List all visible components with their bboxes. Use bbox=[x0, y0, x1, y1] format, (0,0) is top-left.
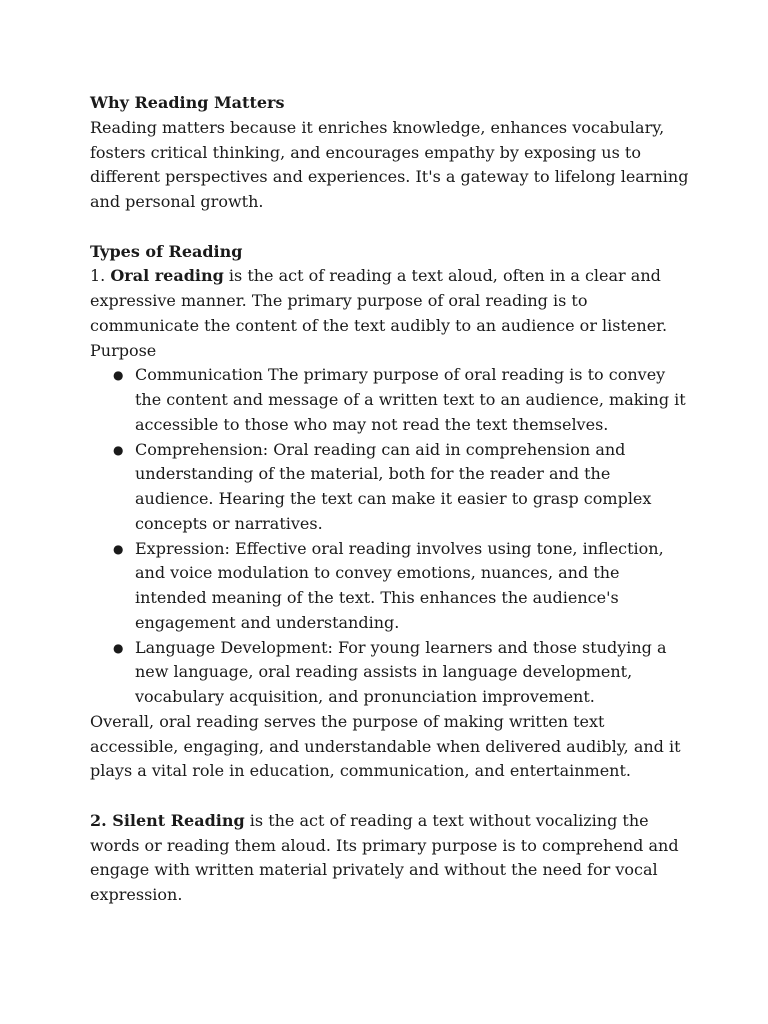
oral-reading-definition: is the act of reading a text aloud, often in a clear and expressive manner. The primary purpose of oral reading is to communicate the content of the text audibly to an audience or listener. bbox=[90, 266, 668, 335]
silent-reading-paragraph bbox=[90, 809, 690, 908]
list-item bbox=[113, 363, 690, 437]
spacer bbox=[90, 215, 690, 240]
bullet-icon: ● bbox=[113, 368, 124, 383]
why-reading-matters-paragraph: Reading matters because it enriches knowledge, enhances vocabulary, fosters critical thinking, and encourages empathy by exposing us to different perspectives and experiences. It's a gateway to lifelong learning and personal growth. bbox=[90, 117, 689, 211]
section-heading-why-reading-matters: Why Reading Matters bbox=[90, 93, 285, 112]
list-item-text: Comprehension: Oral reading can aid in comprehension and understanding of the material, both for the reader and the audience. Hearing the text can make it easier to grasp complex concepts or narratives. bbox=[135, 439, 652, 533]
bullet-icon: ● bbox=[113, 640, 124, 655]
oral-reading-paragraph bbox=[90, 264, 690, 338]
bullet-icon: ● bbox=[113, 541, 124, 556]
purpose-bullet-list bbox=[90, 363, 690, 710]
oral-reading-term: Oral reading bbox=[110, 266, 224, 286]
list-item bbox=[113, 438, 690, 537]
spacer bbox=[90, 784, 690, 809]
bullet-icon: ● bbox=[113, 442, 124, 457]
silent-reading-definition: is the act of reading a text without vocalizing the words or reading them aloud. Its primary purpose is to comprehend and engage with written material privately and without the need for vocal expression. bbox=[90, 810, 679, 904]
list-item bbox=[113, 636, 690, 710]
list-item-text: Language Development: For young learners and those studying a new language, oral reading assists in language development, vocabulary acquisition, and pronunciation improvement. bbox=[135, 637, 667, 706]
purpose-label: Purpose bbox=[90, 340, 157, 360]
silent-reading-term: 2. Silent Reading bbox=[90, 810, 245, 830]
list-item-text: Expression: Effective oral reading involves using tone, inflection, and voice modulation to convey emotions, nuances, and the intended meaning of the text. This enhances the audience's engagement and understanding. bbox=[135, 538, 664, 632]
section-heading-types-of-reading: Types of Reading bbox=[90, 241, 243, 261]
document-page bbox=[90, 91, 690, 908]
list-item-text: Communication The primary purpose of oral reading is to convey the content and message of a written text to an audience, making it accessible to those who may not read the text themselves. bbox=[135, 365, 686, 434]
oral-reading-number: 1. bbox=[90, 266, 111, 286]
overall-paragraph: Overall, oral reading serves the purpose of making written text accessible, engaging, and understandable when delivered audibly, and it plays a vital role in education, communication, and entertainment. bbox=[90, 711, 681, 781]
list-item bbox=[113, 537, 690, 636]
